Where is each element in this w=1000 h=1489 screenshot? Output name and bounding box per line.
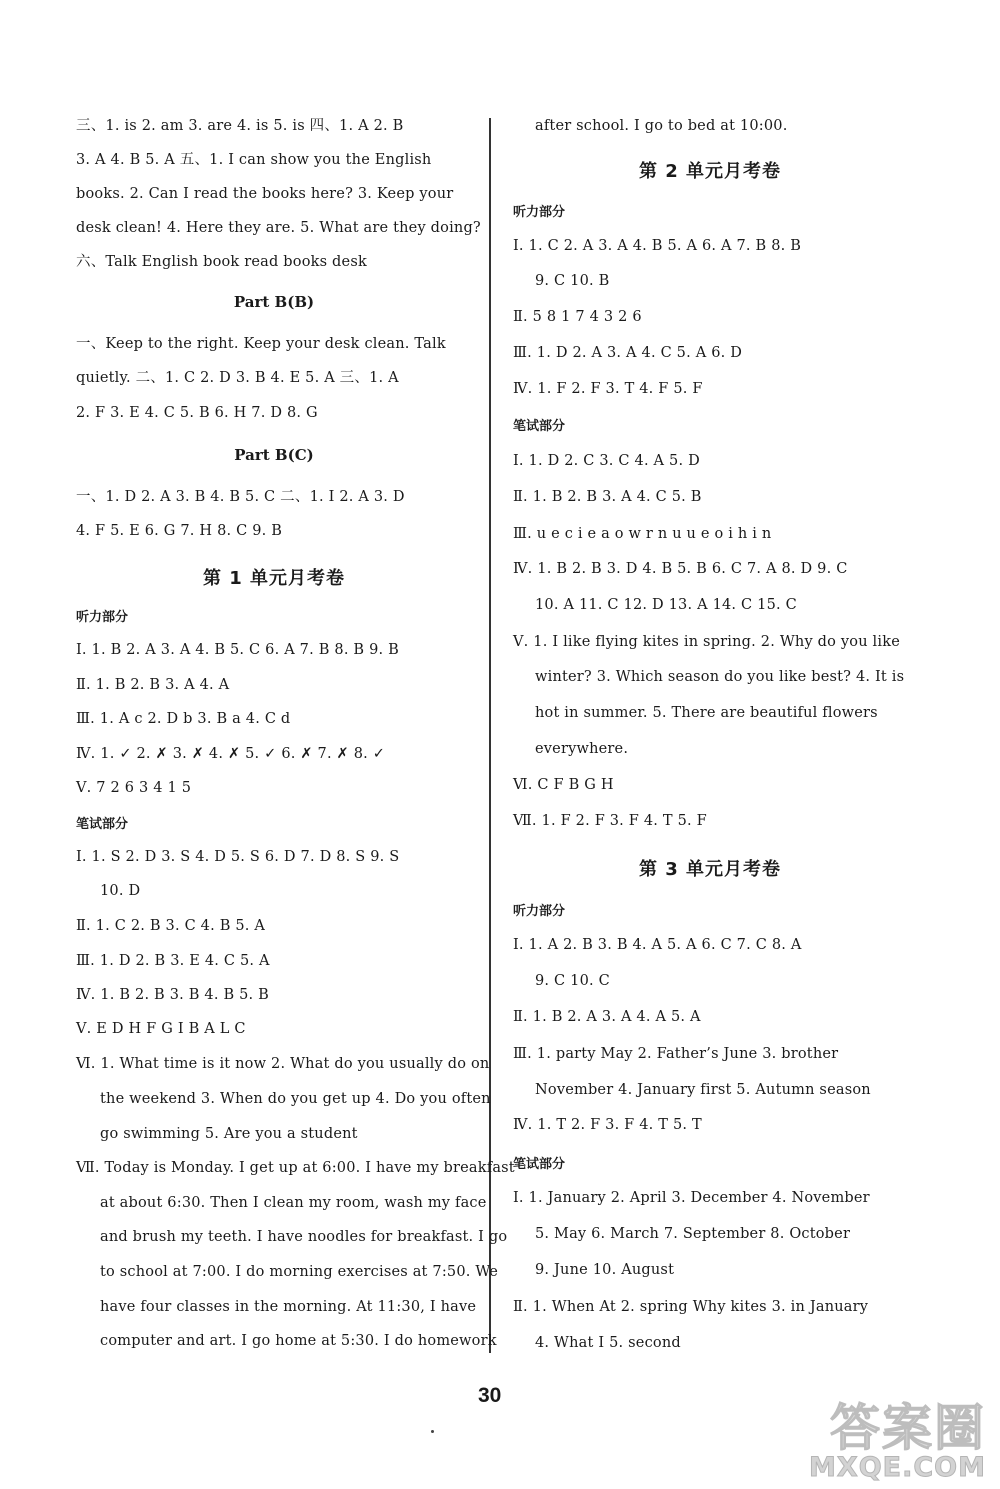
answer-line: Ⅰ. 1. S 2. D 3. S 4. D 5. S 6. D 7. D 8. S 9. S <box>76 849 400 865</box>
answer-line: 三、1. is 2. am 3. are 4. is 5. is 四、1. A 2. B <box>76 118 404 134</box>
answer-line: and brush my teeth. I have noodles for breakfast. I go <box>100 1229 508 1245</box>
answer-line: Ⅳ. 1. B 2. B 3. D 4. B 5. B 6. C 7. A 8. D 9. C <box>513 561 848 577</box>
answer-line: to school at 7:00. I do morning exercises at 7:50. We <box>100 1264 499 1280</box>
answer-line: Ⅴ. E D H F G I B A L C <box>76 1021 246 1037</box>
answer-line: 4. F 5. E 6. G 7. H 8. C 9. B <box>76 523 283 539</box>
answer-line: Ⅱ. 1. B 2. A 3. A 4. A 5. A <box>513 1009 701 1025</box>
answer-line: Ⅰ. 1. January 2. April 3. December 4. November <box>513 1190 870 1206</box>
answer-line: everywhere. <box>535 741 629 757</box>
answer-line: books. 2. Can I read the books here? 3. Keep your <box>76 186 454 202</box>
answer-line: 3. A 4. B 5. A 五、1. I can show you the English <box>76 152 432 168</box>
watermark-url: MXQE.COM <box>809 1452 986 1483</box>
answer-line: Ⅵ. C F B G H <box>513 777 614 793</box>
answer-line: 5. May 6. March 7. September 8. October <box>535 1226 851 1242</box>
answer-line: quietly. 二、1. C 2. D 3. B 4. E 5. A 三、1. A <box>76 370 399 386</box>
listening-section-heading: 听力部分 <box>76 610 129 625</box>
answer-line: Ⅴ. 7 2 6 3 4 1 5 <box>76 780 192 796</box>
answer-line: Ⅰ. 1. B 2. A 3. A 4. B 5. C 6. A 7. B 8. B 9. B <box>76 642 399 658</box>
answer-line: computer and art. I go home at 5:30. I do homework <box>100 1333 497 1349</box>
answer-line: Ⅰ. 1. A 2. B 3. B 4. A 5. A 6. C 7. C 8. A <box>513 937 802 953</box>
answer-line: 9. June 10. August <box>535 1262 675 1278</box>
answer-line: at about 6:30. Then I clean my room, wash my face <box>100 1195 487 1211</box>
watermark-logo: 答案圈 <box>830 1399 986 1457</box>
answer-line: Ⅱ. 5 8 1 7 4 3 2 6 <box>513 309 642 325</box>
listening-section-heading: 听力部分 <box>513 205 566 220</box>
answer-line: 六、Talk English book read books desk <box>76 254 367 270</box>
answer-line: 10. A 11. C 12. D 13. A 14. C 15. C <box>535 597 797 613</box>
written-section-heading: 笔试部分 <box>76 817 129 832</box>
answer-line: Ⅳ. 1. T 2. F 3. F 4. T 5. T <box>513 1117 702 1133</box>
answer-line: Ⅰ. 1. C 2. A 3. A 4. B 5. A 6. A 7. B 8. B <box>513 238 802 254</box>
listening-section-heading: 听力部分 <box>513 904 566 919</box>
answer-line: Ⅰ. 1. D 2. C 3. C 4. A 5. D <box>513 453 700 469</box>
print-speck <box>431 1430 434 1433</box>
part-heading-bb: Part B(B) <box>233 293 315 311</box>
answer-line: have four classes in the morning. At 11:30, I have <box>100 1299 477 1315</box>
answer-line: Ⅵ. 1. What time is it now 2. What do you usually do on <box>76 1056 490 1072</box>
answer-line: November 4. January first 5. Autumn season <box>535 1082 871 1098</box>
page-number: 30 <box>478 1384 502 1407</box>
answer-line: desk clean! 4. Here they are. 5. What are they doing? <box>76 220 481 236</box>
answer-line: Ⅱ. 1. When At 2. spring Why kites 3. in January <box>513 1299 869 1315</box>
written-section-heading: 笔试部分 <box>513 1157 566 1172</box>
answer-line: Ⅲ. 1. D 2. A 3. A 4. C 5. A 6. D <box>513 345 743 361</box>
answer-line: hot in summer. 5. There are beautiful flowers <box>535 705 878 721</box>
watermark <box>809 1388 986 1483</box>
answer-line: 10. D <box>100 883 141 899</box>
answer-line: 4. What I 5. second <box>535 1335 681 1351</box>
answer-line: 2. F 3. E 4. C 5. B 6. H 7. D 8. G <box>76 405 318 421</box>
answer-line: Ⅳ. 1. ✓ 2. ✗ 3. ✗ 4. ✗ 5. ✓ 6. ✗ 7. ✗ 8. ✓ <box>76 746 386 762</box>
part-heading-bc: Part B(C) <box>234 446 314 464</box>
answer-line: Ⅲ. u e c i e a o w r n u u e o i h i n <box>513 526 772 542</box>
unit-2-heading: 第 2 单元月考卷 <box>638 161 782 182</box>
answer-line: 9. C 10. C <box>535 973 610 989</box>
answer-line: Ⅶ. Today is Monday. I get up at 6:00. I have my breakfast <box>76 1160 515 1176</box>
written-section-heading: 笔试部分 <box>513 419 566 434</box>
answer-line: Ⅲ. 1. party May 2. Father’s June 3. brother <box>513 1046 839 1062</box>
answer-line: Ⅳ. 1. F 2. F 3. T 4. F 5. F <box>513 381 703 397</box>
answer-line: Ⅴ. 1. I like flying kites in spring. 2. Why do you like <box>513 634 901 650</box>
answer-line: 一、1. D 2. A 3. B 4. B 5. C 二、1. I 2. A 3. D <box>76 489 405 505</box>
answer-line: winter? 3. Which season do you like best? 4. It is <box>535 669 905 685</box>
answer-line: Ⅳ. 1. B 2. B 3. B 4. B 5. B <box>76 987 270 1003</box>
answer-line: Ⅲ. 1. A c 2. D b 3. B a 4. C d <box>76 711 291 727</box>
answer-line: 9. C 10. B <box>535 273 610 289</box>
unit-1-heading: 第 1 单元月考卷 <box>202 568 346 589</box>
answer-line: the weekend 3. When do you get up 4. Do you often <box>100 1091 491 1107</box>
answer-line: go swimming 5. Are you a student <box>100 1126 358 1142</box>
answer-line: Ⅶ. 1. F 2. F 3. F 4. T 5. F <box>513 813 707 829</box>
unit-3-heading: 第 3 单元月考卷 <box>638 859 782 880</box>
answer-line: Ⅲ. 1. D 2. B 3. E 4. C 5. A <box>76 953 270 969</box>
answer-line: after school. I go to bed at 10:00. <box>535 118 788 134</box>
answer-line: Ⅱ. 1. B 2. B 3. A 4. C 5. B <box>513 489 702 505</box>
answer-line: 一、Keep to the right. Keep your desk clean. Talk <box>76 336 446 352</box>
answer-line: Ⅱ. 1. B 2. B 3. A 4. A <box>76 677 230 693</box>
answer-line: Ⅱ. 1. C 2. B 3. C 4. B 5. A <box>76 918 266 934</box>
